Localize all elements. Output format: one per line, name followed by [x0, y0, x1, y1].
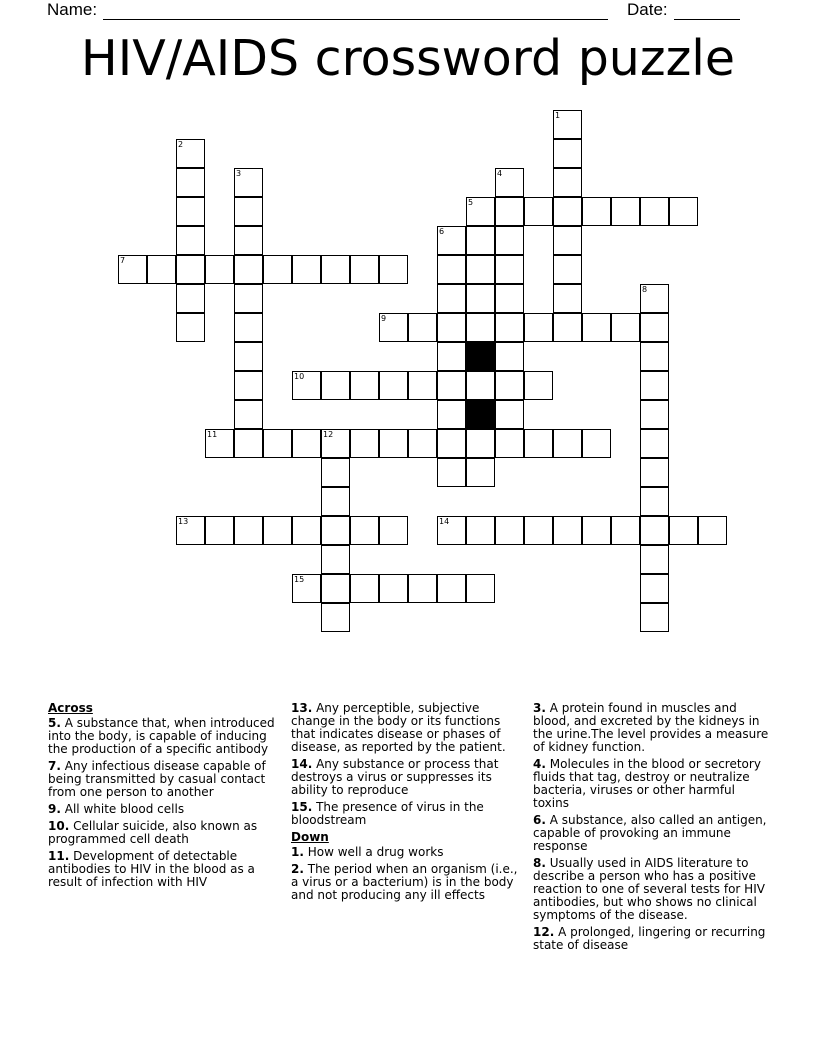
crossword-cell[interactable] [437, 313, 466, 342]
crossword-cell[interactable] [292, 429, 321, 458]
clue-down-12: 12. A prolonged, lingering or recurring state of disease [533, 925, 766, 952]
crossword-cell[interactable] [553, 284, 582, 313]
crossword-cell[interactable] [176, 516, 205, 545]
crossword-cell[interactable] [292, 574, 321, 603]
crossword-cell[interactable] [408, 371, 437, 400]
crossword-cell[interactable] [350, 516, 379, 545]
crossword-cell[interactable] [234, 429, 263, 458]
crossword-cell[interactable] [466, 255, 495, 284]
crossword-cell[interactable] [321, 429, 350, 458]
crossword-cell[interactable] [495, 429, 524, 458]
clue-down-8: 8. Usually used in AIDS literature to describe a person who has a positive reaction to one of several tests for HIV antibodies, but who shows no clinical symptoms of the disease. [533, 856, 765, 922]
crossword-cell[interactable] [611, 197, 640, 226]
crossword-cell[interactable] [495, 516, 524, 545]
crossword-cell[interactable] [263, 255, 292, 284]
crossword-cell[interactable] [176, 313, 205, 342]
across-heading: Across [48, 701, 93, 715]
crossword-cell[interactable] [466, 197, 495, 226]
crossword-cell[interactable] [350, 429, 379, 458]
crossword-cell[interactable] [640, 603, 669, 632]
crossword-cell[interactable] [234, 197, 263, 226]
crossword-cell[interactable] [582, 429, 611, 458]
cell-number: 14 [439, 517, 450, 526]
crossword-cell[interactable] [321, 545, 350, 574]
crossword-cell[interactable] [234, 168, 263, 197]
crossword-cell[interactable] [466, 226, 495, 255]
crossword-cell[interactable] [524, 429, 553, 458]
crossword-cell[interactable] [234, 313, 263, 342]
crossword-cell[interactable] [321, 574, 350, 603]
crossword-cell[interactable] [379, 371, 408, 400]
crossword-cell[interactable] [524, 197, 553, 226]
crossword-cell[interactable] [640, 487, 669, 516]
crossword-cell[interactable] [437, 371, 466, 400]
clue-across-15: 15. The presence of virus in the bloodstream [291, 800, 484, 827]
crossword-cell[interactable] [524, 371, 553, 400]
crossword-cell[interactable] [466, 516, 495, 545]
date-label: Date: [627, 0, 668, 19]
crossword-cell[interactable] [640, 400, 669, 429]
crossword-cell[interactable] [466, 313, 495, 342]
clues-column-3 [533, 702, 769, 956]
crossword-cell[interactable] [553, 516, 582, 545]
crossword-cell[interactable] [437, 429, 466, 458]
crossword-cell[interactable] [437, 255, 466, 284]
cell-number: 11 [207, 430, 218, 439]
crossword-cell[interactable] [176, 255, 205, 284]
crossword-cell[interactable] [118, 255, 147, 284]
crossword-cell[interactable] [553, 226, 582, 255]
crossword-cell[interactable] [524, 516, 553, 545]
crossword-cell[interactable] [495, 197, 524, 226]
crossword-cell[interactable] [321, 603, 350, 632]
crossword-cell[interactable] [553, 255, 582, 284]
crossword-cell[interactable] [640, 371, 669, 400]
crossword-cell[interactable] [582, 313, 611, 342]
crossword-cell[interactable] [205, 429, 234, 458]
crossword-cell[interactable] [321, 255, 350, 284]
crossword-cell[interactable] [292, 516, 321, 545]
crossword-cell[interactable] [437, 226, 466, 255]
clues-column-1 [48, 702, 286, 893]
clue-across-11: 11. Development of detectable antibodies to HIV in the blood as a result of infection with HIV [48, 849, 255, 889]
crossword-cell[interactable] [408, 313, 437, 342]
crossword-cell[interactable] [495, 284, 524, 313]
crossword-cell[interactable] [466, 371, 495, 400]
crossword-cell[interactable] [669, 516, 698, 545]
crossword-cell[interactable] [437, 342, 466, 371]
crossword-cell[interactable] [524, 313, 553, 342]
cell-number: 9 [381, 314, 387, 323]
crossword-cell[interactable] [640, 197, 669, 226]
crossword-cell[interactable] [350, 574, 379, 603]
crossword-cell[interactable] [553, 197, 582, 226]
crossword-cell[interactable] [408, 429, 437, 458]
crossword-cell[interactable] [466, 458, 495, 487]
crossword-cell[interactable] [176, 226, 205, 255]
crossword-cell[interactable] [379, 516, 408, 545]
crossword-cell[interactable] [553, 110, 582, 139]
crossword-cell[interactable] [321, 516, 350, 545]
crossword-cell[interactable] [640, 545, 669, 574]
page-title: HIV/AIDS crossword puzzle [80, 30, 736, 87]
crossword-cell[interactable] [611, 516, 640, 545]
crossword-cell[interactable] [176, 284, 205, 313]
crossword-cell[interactable] [176, 139, 205, 168]
name-label: Name: [47, 0, 98, 19]
clue-across-14: 14. Any substance or process that destroys a virus or suppresses its ability to reproduce [291, 757, 499, 797]
clue-down-3: 3. A protein found in muscles and blood, and excreted by the kidneys in the urine.The level provides a measure of kidney function. [533, 701, 769, 754]
crossword-cell[interactable] [234, 284, 263, 313]
crossword-cell[interactable] [437, 400, 466, 429]
crossword-cell[interactable] [176, 197, 205, 226]
crossword-cell[interactable] [495, 400, 524, 429]
crossword-cell[interactable] [437, 284, 466, 313]
crossword-cell[interactable] [495, 313, 524, 342]
black-square [466, 400, 495, 429]
crossword-cell[interactable] [466, 284, 495, 313]
crossword-cell[interactable] [379, 574, 408, 603]
crossword-cell[interactable] [640, 313, 669, 342]
black-square [466, 342, 495, 371]
crossword-cell[interactable] [553, 168, 582, 197]
clue-across-13: 13. Any perceptible, subjective change in the body or its functions that indicates disease or phases of disease, as reported by the patient. [291, 701, 506, 754]
crossword-cell[interactable] [495, 168, 524, 197]
cell-number: 12 [323, 430, 334, 439]
crossword-cell[interactable] [263, 429, 292, 458]
crossword-cell[interactable] [321, 458, 350, 487]
crossword-cell[interactable] [553, 139, 582, 168]
crossword-cell[interactable] [379, 313, 408, 342]
cell-number: 13 [178, 517, 189, 526]
crossword-cell[interactable] [582, 516, 611, 545]
crossword-cell[interactable] [234, 371, 263, 400]
crossword-cell[interactable] [466, 574, 495, 603]
crossword-cell[interactable] [437, 458, 466, 487]
crossword-cell[interactable] [640, 284, 669, 313]
crossword-cell[interactable] [437, 574, 466, 603]
clues-column-2 [291, 702, 525, 906]
crossword-cell[interactable] [495, 226, 524, 255]
cell-number: 10 [294, 372, 305, 381]
crossword-cell[interactable] [350, 255, 379, 284]
crossword-cell[interactable] [640, 516, 669, 545]
crossword-cell[interactable] [698, 516, 727, 545]
crossword-cell[interactable] [147, 255, 176, 284]
crossword-cell[interactable] [379, 429, 408, 458]
crossword-cell[interactable] [176, 168, 205, 197]
crossword-cell[interactable] [292, 255, 321, 284]
crossword-cell[interactable] [205, 255, 234, 284]
clue-across-7: 7. Any infectious disease capable of being transmitted by casual contact from one person to another [48, 759, 266, 799]
crossword-cell[interactable] [437, 516, 466, 545]
crossword-cell[interactable] [495, 342, 524, 371]
clue-across-9: 9. All white blood cells [48, 802, 185, 816]
crossword-cell[interactable] [640, 342, 669, 371]
crossword-cell[interactable] [350, 371, 379, 400]
clue-across-5: 5. A substance that, when introduced into the body, is capable of inducing the production of a specific antibody [48, 716, 275, 756]
crossword-cell[interactable] [234, 516, 263, 545]
crossword-cell[interactable] [234, 255, 263, 284]
crossword-cell[interactable] [640, 458, 669, 487]
clue-down-2: 2. The period when an organism (i.e., a virus or a bacterium) is in the body and not producing any ill effects [291, 862, 518, 902]
crossword-cell[interactable] [234, 400, 263, 429]
cell-number: 15 [294, 575, 305, 584]
crossword-cell[interactable] [553, 313, 582, 342]
crossword-cell[interactable] [495, 371, 524, 400]
crossword-cell[interactable] [321, 487, 350, 516]
crossword-cell[interactable] [553, 429, 582, 458]
cell-number: 8 [642, 285, 648, 294]
crossword-cell[interactable] [234, 226, 263, 255]
crossword-cell[interactable] [321, 371, 350, 400]
crossword-cell[interactable] [263, 516, 292, 545]
cell-number: 1 [555, 111, 561, 120]
cell-number: 4 [497, 169, 503, 178]
crossword-cell[interactable] [234, 342, 263, 371]
clue-down-6: 6. A substance, also called an antigen, capable of provoking an immune response [533, 813, 767, 853]
crossword-cell[interactable] [466, 429, 495, 458]
crossword-cell[interactable] [205, 516, 234, 545]
crossword-cell[interactable] [408, 574, 437, 603]
cell-number: 5 [468, 198, 474, 207]
clue-down-1: 1. How well a drug works [291, 845, 444, 859]
cell-number: 3 [236, 169, 242, 178]
crossword-cell[interactable] [495, 255, 524, 284]
clue-across-10: 10. Cellular suicide, also known as programmed cell death [48, 819, 258, 846]
cell-number: 6 [439, 227, 445, 236]
crossword-cell[interactable] [582, 197, 611, 226]
crossword-cell[interactable] [640, 574, 669, 603]
down-heading: Down [291, 830, 329, 844]
cell-number: 7 [120, 256, 126, 265]
clue-down-4: 4. Molecules in the blood or secretory fluids that tag, destroy or neutralize bacteria, viruses or other harmful toxins [533, 757, 761, 810]
crossword-cell[interactable] [292, 371, 321, 400]
cell-number: 2 [178, 140, 184, 149]
crossword-cell[interactable] [669, 197, 698, 226]
crossword-cell[interactable] [611, 313, 640, 342]
crossword-cell[interactable] [640, 429, 669, 458]
crossword-cell[interactable] [379, 255, 408, 284]
